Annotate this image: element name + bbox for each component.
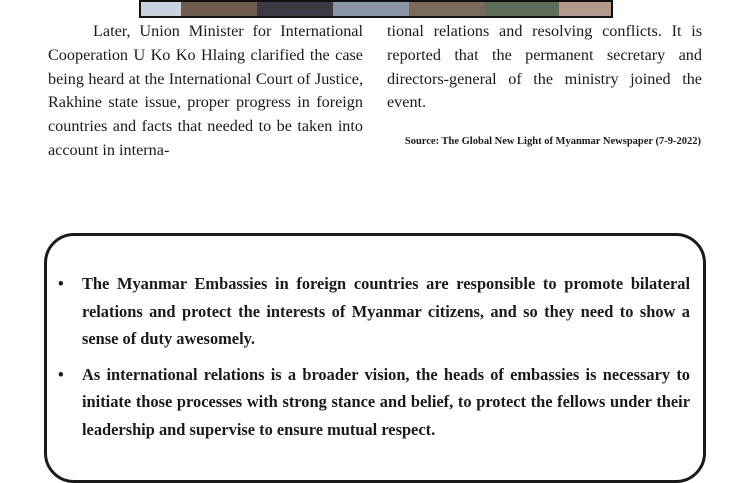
article-left-column xyxy=(48,20,363,163)
photo-tile xyxy=(141,2,183,16)
key-point-text: As international relations is a broader vision, the heads of embassies is necessary to initiate those processes with strong stance and belief, to protect the fellows under their leadership and supervise to ensure mutual respect. xyxy=(82,364,690,439)
photo-tile xyxy=(181,2,259,16)
source-citation: Source: The Global New Light of Myanmar Newspaper (7-9-2022) xyxy=(404,136,701,147)
photo-tile xyxy=(559,2,613,16)
photo-tile xyxy=(257,2,335,16)
key-point-item xyxy=(58,270,690,353)
video-conference-photo xyxy=(139,0,613,18)
photo-tile xyxy=(485,2,561,16)
photo-tile xyxy=(333,2,411,16)
photo-tile xyxy=(409,2,487,16)
key-point-text: The Myanmar Embassies in foreign countries are responsible to promote bilateral relations and protect the interests of Myanmar citizens, and so they need to show a sense of duty awesomely. xyxy=(82,274,690,348)
key-point-item xyxy=(58,361,690,444)
bullet-icon: • xyxy=(58,274,64,293)
bullet-icon: • xyxy=(58,364,64,384)
article-right-column xyxy=(387,20,702,115)
article-paragraph: Later, Union Minister for International Cooperation U Ko Ko Hlaing clarified the case being heard at the International Court of Justice, Rakhine state issue, proper progress in foreign countries and facts that needed to be taken into account in interna- xyxy=(48,22,363,159)
key-points-list xyxy=(58,270,690,451)
article-paragraph: tional relations and resolving conflicts. It is reported that the permanent secretary and directors-general of the ministry joined the event. xyxy=(387,22,702,112)
